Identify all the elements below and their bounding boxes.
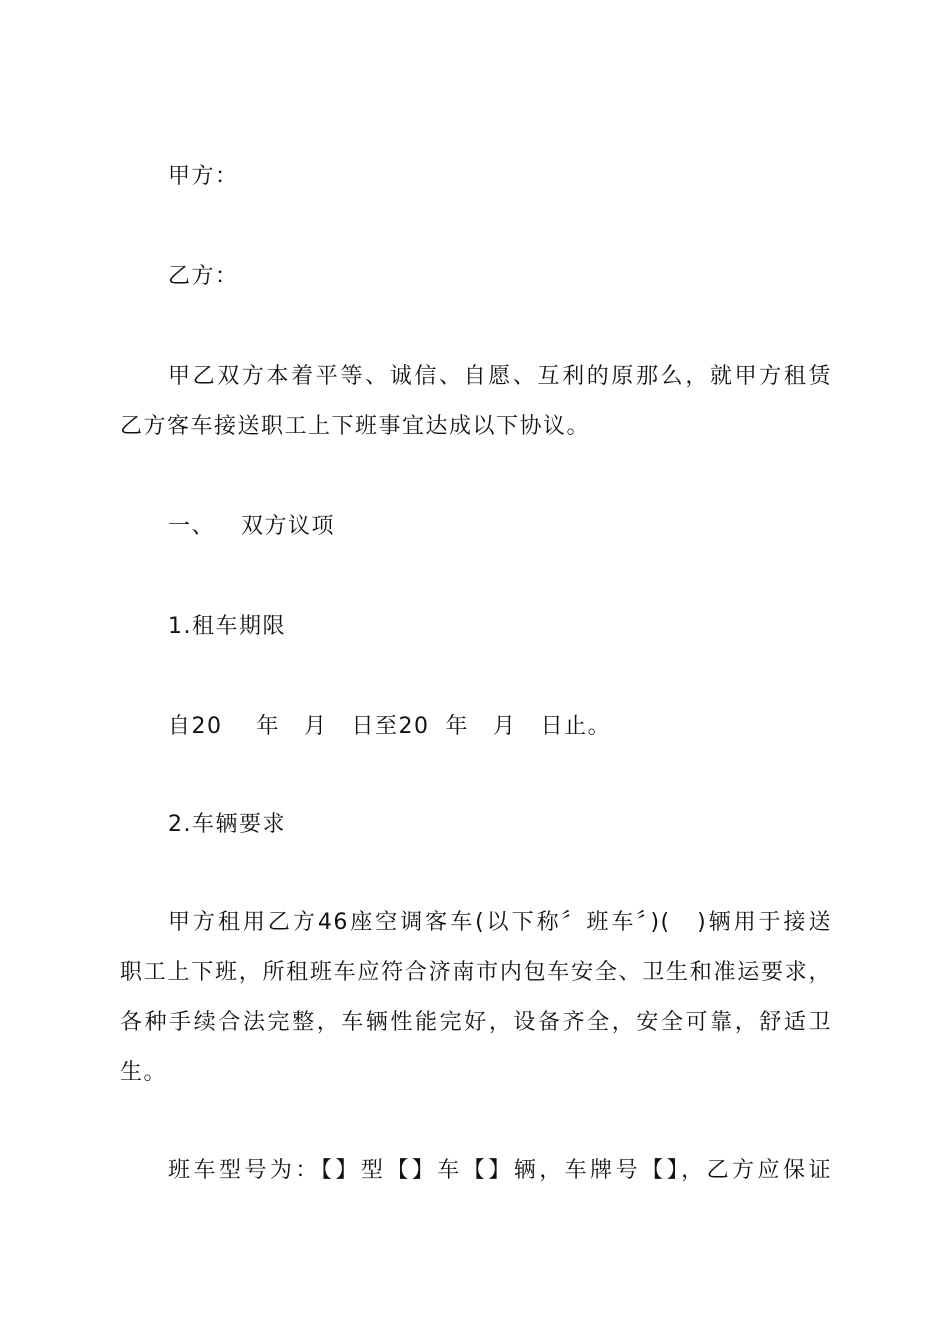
bus-model-line: 班车型号为：【】型【】车【】辆，车牌号【】，乙方应保证 — [168, 1158, 832, 1183]
vehicle-para-line-3: 各种手续合法完整，车辆性能完好，设备齐全，安全可靠，舒适卫 — [120, 1010, 832, 1035]
date-part-day-to: 日至20 — [351, 714, 430, 739]
party-b-label: 乙方： — [168, 264, 239, 289]
party-a-label: 甲方： — [168, 164, 239, 189]
vehicle-para-line-1: 甲方租用乙方46座空调客车(以下称〞班车〞)( )辆用于接送 — [168, 910, 832, 935]
section-1-heading — [168, 512, 832, 542]
vehicle-para-line-2: 职工上下班，所租班车应符合济南市内包车安全、卫生和准运要求， — [120, 960, 832, 985]
preamble-line-1: 甲乙双方本着平等、诚信、自愿、互利的原那么，就甲方租赁 — [168, 364, 832, 389]
item-1-title: 1.租车期限 — [168, 614, 286, 639]
date-part-end: 日止。 — [540, 714, 612, 739]
date-part-month-1: 月 — [304, 714, 328, 739]
vehicle-para-line-4: 生。 — [120, 1060, 168, 1085]
preamble-line-2: 乙方客车接送职工上下班事宜达成以下协议。 — [120, 414, 591, 439]
date-part-from: 自20 — [168, 714, 223, 739]
section-1-title: 双方议项 — [241, 514, 336, 539]
item-2-title: 2.车辆要求 — [168, 812, 286, 837]
section-1-number: 一、 — [168, 514, 216, 539]
date-part-year-1: 年 — [256, 714, 281, 739]
rental-period-line — [168, 712, 832, 742]
date-part-year-2: 年 — [445, 714, 470, 739]
date-part-month-2: 月 — [493, 714, 517, 739]
